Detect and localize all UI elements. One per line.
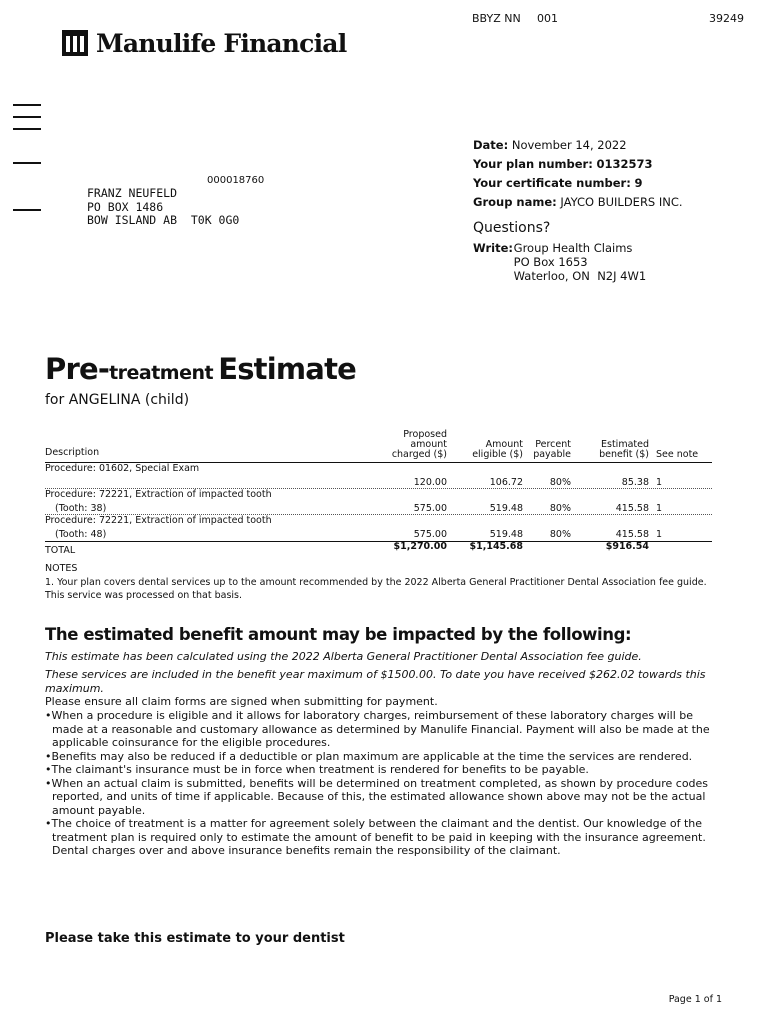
proposed-amount: 120.00 bbox=[413, 477, 447, 488]
write-line: Waterloo, ON N2J 4W1 bbox=[513, 269, 647, 283]
mailing-reference: 000018760 bbox=[207, 175, 265, 186]
header-code-3: 39249 bbox=[709, 12, 744, 25]
questions-heading: Questions? bbox=[473, 220, 551, 236]
header-proposed bbox=[392, 430, 447, 460]
write-address bbox=[473, 241, 646, 283]
total-eligible: $1,145.68 bbox=[469, 541, 523, 552]
header-line: Proposed bbox=[403, 429, 447, 440]
see-note-ref: 1 bbox=[656, 503, 663, 514]
header-line: Amount bbox=[485, 439, 523, 450]
procedure-label: Procedure: 72221, Extraction of impacted tooth bbox=[45, 489, 272, 500]
fold-mark bbox=[13, 128, 41, 130]
list-item: •When an actual claim is submitted, benefits will be determined on treatment completed, as shown by procedure codes reported, and units of time if applicable. Because of this, the estimated allowance shown above may not be the actual amount payable. bbox=[45, 776, 709, 817]
total-proposed: $1,270.00 bbox=[393, 541, 447, 552]
tooth-number: (Tooth: 48) bbox=[55, 529, 107, 540]
signature-note: Please ensure all claim forms are signed when submitting for payment. bbox=[45, 695, 438, 708]
total-label: TOTAL bbox=[45, 545, 76, 556]
certificate-label: Your certificate number: bbox=[473, 176, 631, 190]
group-label: Group name: bbox=[473, 195, 557, 209]
dentist-instruction: Please take this estimate to your dentist bbox=[45, 931, 345, 946]
fold-mark bbox=[13, 209, 41, 211]
proposed-amount: 575.00 bbox=[413, 529, 447, 540]
info-block bbox=[473, 136, 683, 212]
header-line: benefit ($) bbox=[599, 449, 649, 460]
list-item: •Benefits may also be reduced if a deductible or plan maximum are applicable at the time the services are rendered. bbox=[45, 749, 693, 763]
group-value: JAYCO BUILDERS INC. bbox=[560, 195, 683, 209]
patient-name: ANGELINA (child) bbox=[68, 392, 190, 408]
address-line: FRANZ NEUFELD bbox=[87, 186, 178, 200]
proposed-amount: 575.00 bbox=[413, 503, 447, 514]
write-line: Group Health Claims bbox=[513, 241, 633, 255]
fold-mark bbox=[13, 162, 41, 164]
header-description: Description bbox=[45, 447, 100, 458]
header-percent bbox=[533, 440, 571, 460]
eligible-amount: 519.48 bbox=[489, 529, 523, 540]
total-benefit: $916.54 bbox=[605, 541, 649, 552]
group-row bbox=[473, 193, 683, 212]
page-number: Page 1 of 1 bbox=[668, 994, 722, 1005]
mailing-address bbox=[87, 187, 239, 228]
header-line: amount bbox=[410, 439, 447, 450]
date-row bbox=[473, 136, 683, 155]
note-1: 1. Your plan covers dental services up to the amount recommended by the 2022 Alberta General Practitioner Dental Association fee guide. bbox=[45, 577, 707, 588]
fold-mark bbox=[13, 104, 41, 106]
title-pre: Pre- bbox=[45, 352, 110, 386]
percent-payable: 80% bbox=[549, 477, 571, 488]
address-line: BOW ISLAND AB T0K 0G0 bbox=[87, 213, 240, 227]
see-note-ref: 1 bbox=[656, 529, 663, 540]
header-code-2: 001 bbox=[537, 12, 558, 25]
eligible-amount: 519.48 bbox=[489, 503, 523, 514]
date-label: Date: bbox=[473, 138, 509, 152]
impact-heading: The estimated benefit amount may be impacted by the following: bbox=[45, 625, 632, 644]
fold-mark bbox=[13, 116, 41, 118]
date-value: November 14, 2022 bbox=[511, 138, 627, 152]
header-line: Estimated bbox=[601, 439, 649, 450]
see-note-ref: 1 bbox=[656, 477, 663, 488]
header-line: charged ($) bbox=[391, 449, 447, 460]
estimated-benefit: 415.58 bbox=[615, 529, 649, 540]
procedure-label: Procedure: 01602, Special Exam bbox=[45, 463, 200, 474]
plan-row bbox=[473, 155, 683, 174]
header-line: Percent bbox=[535, 439, 571, 450]
plan-label: Your plan number: bbox=[473, 157, 593, 171]
percent-payable: 80% bbox=[549, 529, 571, 540]
manulife-logo-icon bbox=[62, 30, 88, 56]
header-see-note: See note bbox=[656, 449, 699, 460]
header-line: eligible ($) bbox=[472, 449, 523, 460]
notes-heading: NOTES bbox=[45, 563, 78, 574]
subtitle-for: for bbox=[45, 392, 65, 408]
list-item: •When a procedure is eligible and it allows for laboratory charges, reimbursement of these laboratory charges will be made at a reasonable and customary allowance as determined by Manulife Financial. Payment will also be made at the applicable coinsurance for the eligible procedures. bbox=[45, 709, 710, 749]
header-code-1: BBYZ NN bbox=[472, 12, 521, 25]
percent-payable: 80% bbox=[549, 503, 571, 514]
header-benefit bbox=[599, 440, 649, 460]
tooth-number: (Tooth: 38) bbox=[55, 503, 107, 514]
company-logo bbox=[62, 28, 346, 58]
estimated-benefit: 415.58 bbox=[615, 503, 649, 514]
address-line: PO BOX 1486 bbox=[87, 199, 164, 214]
conditions-list bbox=[45, 709, 717, 858]
list-item: •The claimant's insurance must be in force when treatment is rendered for benefits to be payable. bbox=[45, 763, 589, 776]
title-treatment: treatment bbox=[109, 362, 214, 384]
note-1-continued: This service was processed on that basis. bbox=[45, 590, 243, 601]
header-line: payable bbox=[533, 449, 571, 460]
estimated-benefit: 85.38 bbox=[621, 477, 649, 488]
maximum-note: These services are included in the benefit year maximum of $1500.00. To date you have received $262.02 towards this maximum. bbox=[45, 668, 706, 695]
certificate-value: 9 bbox=[634, 176, 643, 190]
eligible-amount: 106.72 bbox=[489, 477, 523, 488]
page-title bbox=[45, 352, 356, 386]
plan-value: 0132573 bbox=[596, 157, 653, 171]
list-item: •The choice of treatment is a matter for agreement solely between the claimant and the dentist. Our knowledge of the treatment plan is required only to estimate the amount of benefit to be paid in keeping with the insurance agreement. Dental charges over and above insurance benefits remain the responsibility of the claimant. bbox=[45, 817, 706, 857]
logo-wordmark: Manulife Financial bbox=[96, 28, 347, 58]
write-line: PO Box 1653 bbox=[513, 255, 588, 269]
certificate-row bbox=[473, 174, 683, 193]
fee-guide-note: This estimate has been calculated using the 2022 Alberta General Practitioner Dental Association fee guide. bbox=[45, 650, 642, 663]
title-estimate: Estimate bbox=[218, 352, 356, 386]
patient-subtitle bbox=[45, 392, 189, 408]
procedure-label: Procedure: 72221, Extraction of impacted tooth bbox=[45, 515, 272, 526]
header-eligible bbox=[472, 440, 523, 460]
write-label: Write: bbox=[473, 241, 513, 255]
